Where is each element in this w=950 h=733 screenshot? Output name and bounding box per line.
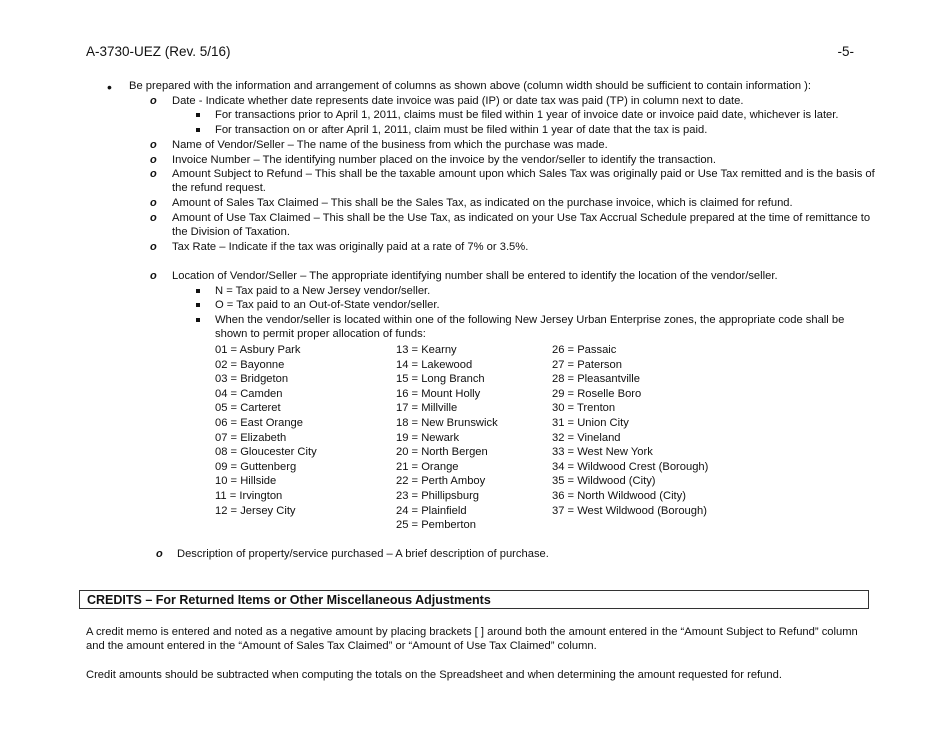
zone-code: 21 = Orange [396, 460, 459, 473]
sub-bullet-icon: o [150, 212, 157, 224]
zone-code: 33 = West New York [552, 446, 653, 459]
sales-tax-claimed-instruction: Amount of Sales Tax Claimed – This shall be the Sales Tax, as indicated on the purchase invoice, which is claimed for refund. [172, 197, 793, 209]
zone-code: 05 = Carteret [215, 402, 281, 415]
credits-paragraph-1-line1: A credit memo is entered and noted as a negative amount by placing brackets [ ] around both the amount entered in the “Amount Subject to Refund” column [86, 626, 858, 638]
tax-rate-instruction: Tax Rate – Indicate if the tax was originally paid at a rate of 7% or 3.5%. [172, 241, 529, 253]
zone-code: 11 = Irvington [215, 489, 283, 502]
zone-code: 13 = Kearny [396, 344, 457, 356]
zone-code: 15 = Long Branch [396, 373, 485, 386]
location-uez-line1: When the vendor/seller is located within one of the following New Jersey Urban Enterprise zones, the appropriate code shall be [215, 314, 845, 326]
sub-bullet-icon: o [150, 241, 157, 253]
zone-code: 24 = Plainfield [396, 504, 467, 517]
square-bullet-icon [196, 303, 200, 307]
use-tax-claimed-instruction-line1: Amount of Use Tax Claimed – This shall be the Use Tax, as indicated on your Use Tax Accrual Schedule prepared at the time of remittance to [172, 212, 871, 224]
zone-code: 28 = Pleasantville [552, 373, 641, 386]
square-bullet-icon [196, 318, 200, 322]
bullet-icon: • [107, 79, 112, 95]
zone-code: 16 = Mount Holly [396, 387, 481, 400]
zone-code: 32 = Vineland [552, 431, 621, 444]
zone-code: 26 = Passaic [552, 344, 617, 356]
zone-code: 37 = West Wildwood (Borough) [552, 504, 707, 517]
form-id: A-3730-UEZ (Rev. 5/16) [86, 44, 231, 59]
zone-code: 09 = Guttenberg [215, 460, 297, 473]
zone-code: 22 = Perth Amboy [396, 475, 486, 488]
credits-heading-box [79, 590, 869, 609]
location-instruction: Location of Vendor/Seller – The appropriate identifying number shall be entered to identify the location of the vendor/seller. [172, 270, 778, 282]
zone-code: 20 = North Bergen [396, 446, 488, 459]
zone-code: 18 = New Brunswick [396, 416, 498, 429]
zone-code: 36 = North Wildwood (City) [552, 489, 686, 502]
zone-code: 31 = Union City [552, 416, 629, 429]
square-bullet-icon [196, 128, 200, 132]
intro-bullet-text: Be prepared with the information and arrangement of columns as shown above (column width should be sufficient to contain information ): [129, 80, 811, 92]
credits-paragraph-1-line2: and the amount entered in the “Amount of Sales Tax Claimed” or “Amount of Use Tax Claimed” column. [86, 640, 597, 652]
description-instruction: Description of property/service purchased – A brief description of purchase. [177, 548, 549, 560]
square-bullet-icon [196, 113, 200, 117]
page-number: -5- [837, 44, 854, 59]
sub-bullet-icon: o [150, 168, 157, 180]
zone-code: 14 = Lakewood [396, 358, 473, 371]
zone-code: 12 = Jersey City [215, 504, 296, 517]
date-rule-before-2011: For transactions prior to April 1, 2011, claims must be filed within 1 year of invoice date or invoice paid date, whichever is later. [215, 109, 839, 121]
zone-codes-column-3 [552, 343, 708, 518]
sub-bullet-icon: o [150, 154, 157, 166]
credits-paragraph-2: Credit amounts should be subtracted when computing the totals on the Spreadsheet and when determining the amount requested for refund. [86, 669, 782, 681]
zone-code: 08 = Gloucester City [215, 446, 317, 459]
zone-code: 27 = Paterson [552, 358, 622, 371]
sub-bullet-icon: o [150, 139, 157, 151]
zone-code: 29 = Roselle Boro [552, 387, 642, 400]
zone-code: 25 = Pemberton [396, 519, 476, 532]
zone-codes-column-2 [396, 343, 498, 533]
zone-code: 03 = Bridgeton [215, 373, 289, 386]
zone-code: 23 = Phillipsburg [396, 489, 480, 502]
location-nj: N = Tax paid to a New Jersey vendor/seller. [215, 285, 431, 297]
zone-codes-column-1 [215, 343, 317, 518]
date-instruction: Date - Indicate whether date represents date invoice was paid (IP) or date tax was paid (TP) in column next to date. [172, 95, 744, 107]
zone-code: 35 = Wildwood (City) [552, 475, 656, 488]
invoice-number-instruction: Invoice Number – The identifying number placed on the invoice by the vendor/seller to identify the transaction. [172, 154, 716, 166]
date-rule-after-2011: For transaction on or after April 1, 2011, claim must be filed within 1 year of date that the tax is paid. [215, 124, 708, 136]
amount-subject-instruction-line2: the refund request. [172, 182, 266, 194]
sub-bullet-icon: o [156, 548, 163, 560]
sub-bullet-icon: o [150, 197, 157, 209]
square-bullet-icon [196, 289, 200, 293]
zone-code: 07 = Elizabeth [215, 431, 287, 444]
use-tax-claimed-instruction-line2: the Division of Taxation. [172, 226, 290, 238]
location-uez-line2: shown to permit proper allocation of funds: [215, 328, 426, 340]
sub-bullet-icon: o [150, 270, 157, 282]
zone-code: 01 = Asbury Park [215, 344, 301, 356]
page-header [86, 44, 854, 62]
location-out-of-state: O = Tax paid to an Out-of-State vendor/seller. [215, 299, 440, 311]
zone-code: 04 = Camden [215, 387, 283, 400]
zone-code: 02 = Bayonne [215, 358, 285, 371]
zone-code: 34 = Wildwood Crest (Borough) [552, 460, 709, 473]
zone-code: 19 = Newark [396, 431, 460, 444]
zone-code: 10 = Hillside [215, 475, 277, 488]
zone-code: 17 = Millville [396, 402, 458, 415]
amount-subject-instruction-line1: Amount Subject to Refund – This shall be the taxable amount upon which Sales Tax was originally paid or Use Tax remitted and is the basis of [172, 168, 875, 180]
zone-code: 06 = East Orange [215, 416, 304, 429]
zone-code: 30 = Trenton [552, 402, 616, 415]
credits-heading: CREDITS – For Returned Items or Other Miscellaneous Adjustments [87, 593, 491, 607]
sub-bullet-icon: o [150, 95, 157, 107]
vendor-name-instruction: Name of Vendor/Seller – The name of the business from which the purchase was made. [172, 139, 608, 151]
